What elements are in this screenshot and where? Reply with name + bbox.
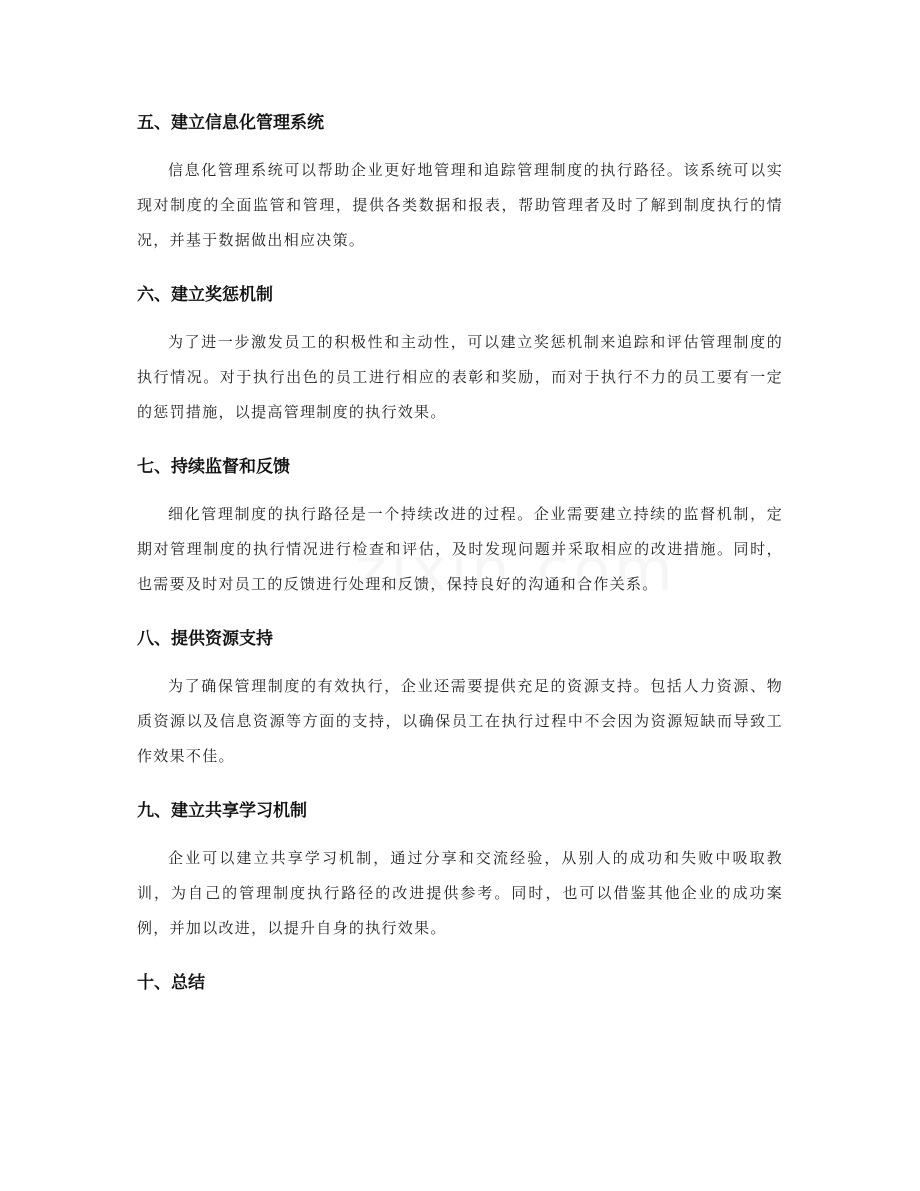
section-paragraph: 细化管理制度的执行路径是一个持续改进的过程。企业需要建立持续的监督机制，定期对管理制度的执行情况进行检查和评估，及时发现问题并采取相应的改进措施。同时，也需要及时对员工的反馈进行处理和反馈，保持良好的沟通和合作关系。 (137, 505, 783, 593)
section-information-system (137, 104, 783, 258)
section-heading: 九、建立共享学习机制 (137, 801, 307, 821)
section-summary (137, 964, 783, 1002)
section-paragraph: 企业可以建立共享学习机制，通过分享和交流经验，从别人的成功和失败中吸取教训，为自己的管理制度执行路径的改进提供参考。同时，也可以借鉴其他企业的成功案例，并加以改进，以提升自身的执行效果。 (137, 849, 783, 937)
section-heading: 七、持续监督和反馈 (137, 457, 290, 477)
section-heading: 五、建立信息化管理系统 (137, 113, 324, 133)
document-content (137, 104, 783, 1002)
section-reward-punishment (137, 276, 783, 430)
section-heading: 八、提供资源支持 (137, 629, 273, 649)
section-paragraph: 信息化管理系统可以帮助企业更好地管理和追踪管理制度的执行路径。该系统可以实现对制度的全面监管和管理，提供各类数据和报表，帮助管理者及时了解到制度执行的情况，并基于数据做出相应决策。 (137, 161, 783, 249)
section-paragraph: 为了确保管理制度的有效执行，企业还需要提供充足的资源支持。包括人力资源、物质资源以及信息资源等方面的支持，以确保员工在执行过程中不会因为资源短缺而导致工作效果不佳。 (137, 677, 783, 765)
section-paragraph: 为了进一步激发员工的积极性和主动性，可以建立奖惩机制来追踪和评估管理制度的执行情况。对于执行出色的员工进行相应的表彰和奖励，而对于执行不力的员工要有一定的惩罚措施，以提高管理制度的执行效果。 (137, 333, 783, 421)
section-heading: 十、总结 (137, 973, 205, 993)
section-heading: 六、建立奖惩机制 (137, 285, 273, 305)
section-resource-support (137, 620, 783, 774)
section-supervision-feedback (137, 448, 783, 602)
section-shared-learning (137, 792, 783, 946)
